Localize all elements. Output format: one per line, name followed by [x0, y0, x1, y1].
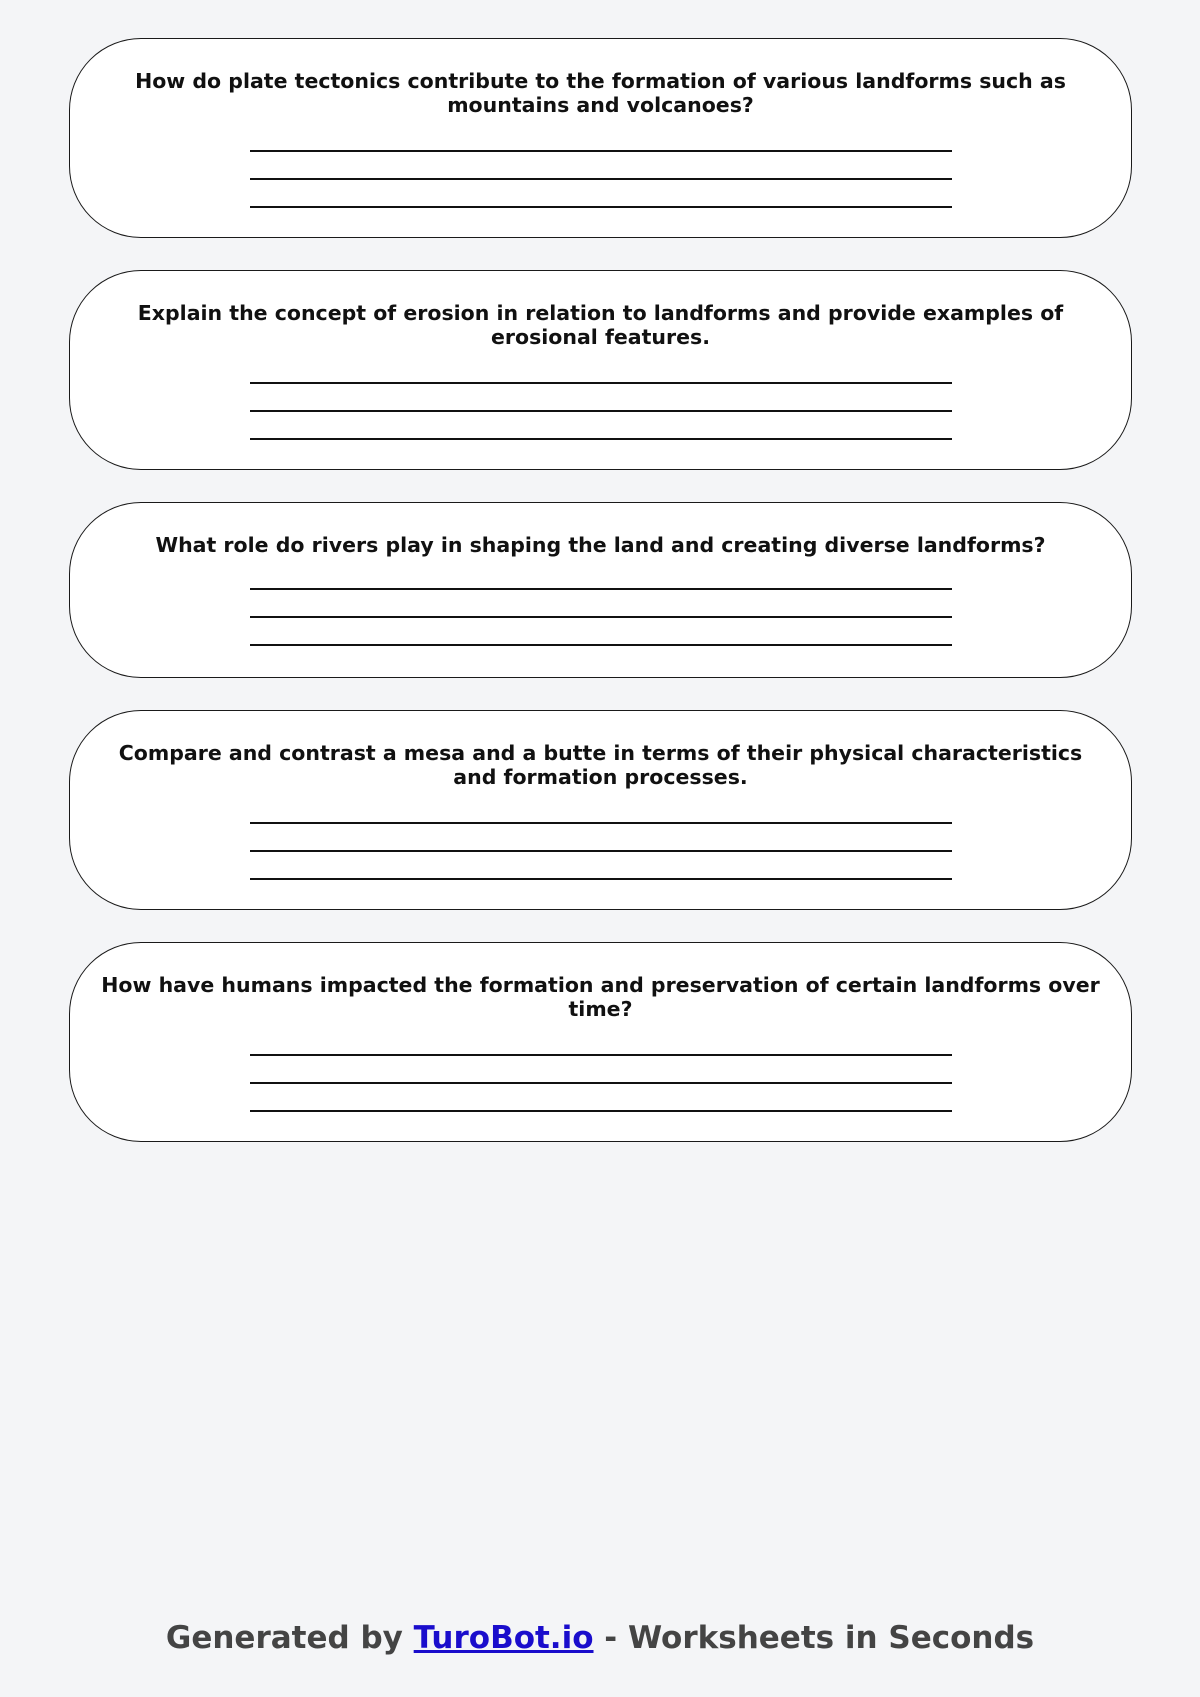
answer-line[interactable]: [250, 878, 952, 880]
question-card: [69, 502, 1132, 678]
answer-lines: [250, 150, 952, 208]
answer-lines: [250, 1054, 952, 1112]
turobot-link[interactable]: TuroBot.io: [413, 1620, 594, 1656]
question-card: [69, 38, 1132, 238]
answer-lines: [250, 382, 952, 440]
question-card: [69, 710, 1132, 910]
question-text: Compare and contrast a mesa and a butte in terms of their physical characteristics and formation processes.: [118, 741, 1083, 789]
answer-line[interactable]: [250, 644, 952, 646]
answer-line[interactable]: [250, 1110, 952, 1112]
question-text: What role do rivers play in shaping the land and creating diverse landforms?: [155, 533, 1046, 557]
answer-line[interactable]: [250, 206, 952, 208]
answer-line[interactable]: [250, 410, 952, 412]
question-card: [69, 942, 1132, 1142]
question-card: [69, 270, 1132, 470]
footer-suffix: - Worksheets in Seconds: [593, 1620, 1035, 1656]
answer-line[interactable]: [250, 1082, 952, 1084]
question-text: How do plate tectonics contribute to the formation of various landforms such as mountains and volcanoes?: [135, 69, 1066, 117]
answer-line[interactable]: [250, 616, 952, 618]
answer-line[interactable]: [250, 150, 952, 152]
footer-prefix: Generated by: [165, 1620, 414, 1656]
answer-line[interactable]: [250, 438, 952, 440]
answer-lines: [250, 588, 952, 646]
answer-line[interactable]: [250, 1054, 952, 1056]
footer: [0, 1618, 1200, 1658]
question-text: Explain the concept of erosion in relation to landforms and provide examples of erosional features.: [137, 301, 1064, 349]
question-text: How have humans impacted the formation and preservation of certain landforms over time?: [101, 973, 1100, 1021]
question-list: [69, 38, 1132, 1174]
answer-line[interactable]: [250, 588, 952, 590]
answer-line[interactable]: [250, 850, 952, 852]
answer-line[interactable]: [250, 382, 952, 384]
answer-line[interactable]: [250, 178, 952, 180]
answer-lines: [250, 822, 952, 880]
answer-line[interactable]: [250, 822, 952, 824]
